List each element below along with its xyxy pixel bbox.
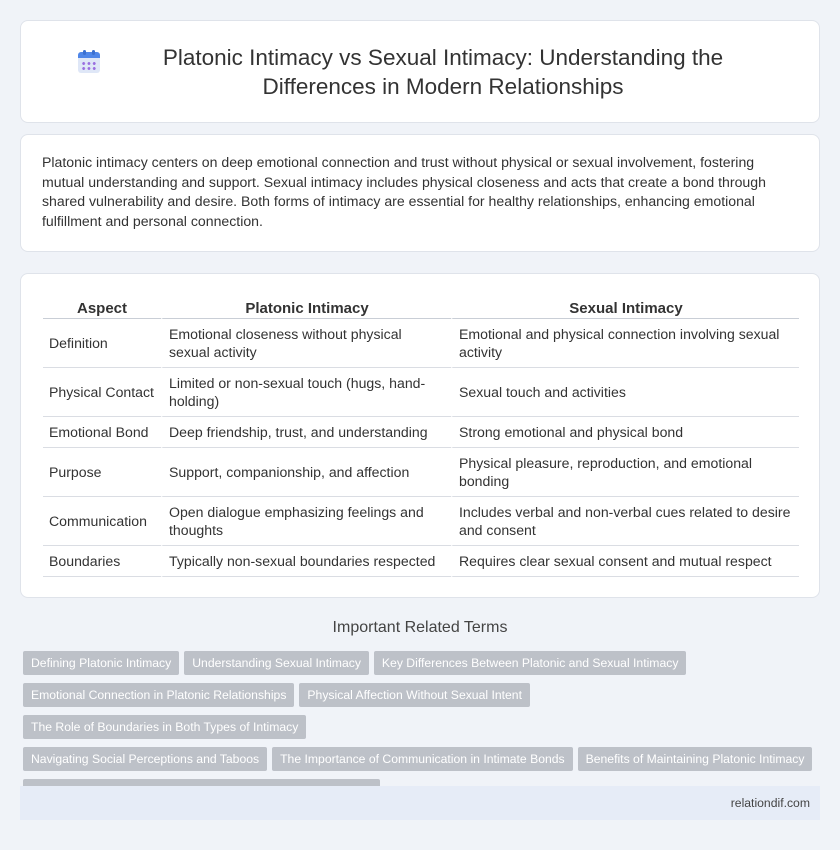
table-cell-platonic: Limited or non-sexual touch (hugs, hand-holding) — [161, 368, 451, 417]
column-header-aspect: Aspect — [43, 296, 161, 319]
related-term-tag[interactable]: Key Differences Between Platonic and Sexual Intimacy — [374, 651, 687, 675]
table-row — [43, 448, 799, 497]
table-cell-sexual: Requires clear sexual consent and mutual respect — [451, 546, 799, 577]
related-term-tag[interactable]: The Role of Boundaries in Both Types of Intimacy — [23, 715, 306, 739]
related-terms-heading: Important Related Terms — [332, 619, 508, 636]
table-cell-platonic: Typically non-sexual boundaries respected — [161, 546, 451, 577]
table-row — [43, 368, 799, 417]
related-term-tag[interactable]: Defining Platonic Intimacy — [23, 651, 179, 675]
table-cell-aspect: Boundaries — [43, 546, 161, 577]
table-cell-aspect: Definition — [43, 319, 161, 368]
page-title: Platonic Intimacy vs Sexual Intimacy: Understanding the Differences in Modern Relationships — [162, 44, 724, 99]
related-term-tag[interactable]: Physical Affection Without Sexual Intent — [299, 683, 530, 707]
table-row — [43, 417, 799, 448]
table-cell-sexual: Sexual touch and activities — [451, 368, 799, 417]
related-term-tag[interactable]: Navigating Social Perceptions and Taboos — [23, 747, 267, 771]
related-term-tag[interactable]: Benefits of Maintaining Platonic Intimacy — [578, 747, 813, 771]
comparison-table — [43, 296, 799, 577]
table-cell-platonic: Support, companionship, and affection — [161, 448, 451, 497]
table-cell-platonic: Deep friendship, trust, and understanding — [161, 417, 451, 448]
related-term-tag[interactable]: The Importance of Communication in Intimate Bonds — [272, 747, 573, 771]
table-cell-sexual: Includes verbal and non-verbal cues related to desire and consent — [451, 497, 799, 546]
title-card — [20, 20, 820, 123]
table-header-row — [43, 296, 799, 319]
related-term-tag[interactable]: Understanding Sexual Intimacy — [184, 651, 369, 675]
footer — [20, 786, 820, 820]
title-row — [77, 43, 763, 101]
table-cell-platonic: Open dialogue emphasizing feelings and thoughts — [161, 497, 451, 546]
table-cell-sexual: Physical pleasure, reproduction, and emotional bonding — [451, 448, 799, 497]
table-cell-sexual: Emotional and physical connection involving sexual activity — [451, 319, 799, 368]
table-cell-aspect: Purpose — [43, 448, 161, 497]
comparison-table-card — [20, 273, 820, 598]
table-cell-aspect: Physical Contact — [43, 368, 161, 417]
column-header-platonic: Platonic Intimacy — [161, 296, 451, 319]
intro-card — [20, 134, 820, 252]
column-header-sexual: Sexual Intimacy — [451, 296, 799, 319]
table-cell-aspect: Emotional Bond — [43, 417, 161, 448]
footer-site-link[interactable]: relationdif.com — [730, 796, 810, 810]
table-row — [43, 546, 799, 577]
table-row — [43, 497, 799, 546]
table-cell-sexual: Strong emotional and physical bond — [451, 417, 799, 448]
table-row — [43, 319, 799, 368]
calendar-icon — [77, 50, 101, 74]
related-term-tag[interactable]: Emotional Connection in Platonic Relationships — [23, 683, 294, 707]
table-cell-aspect: Communication — [43, 497, 161, 546]
intro-paragraph: Platonic intimacy centers on deep emotional connection and trust without physical or sexual involvement, fostering mutual understanding and support. Sexual intimacy includes physical closeness and acts that create a bond through shared vulnerability and desire. Both forms of intimacy are essential for healthy relationships, enhancing emotional fulfillment and personal connection. — [42, 154, 766, 229]
table-cell-platonic: Emotional closeness without physical sexual activity — [161, 319, 451, 368]
